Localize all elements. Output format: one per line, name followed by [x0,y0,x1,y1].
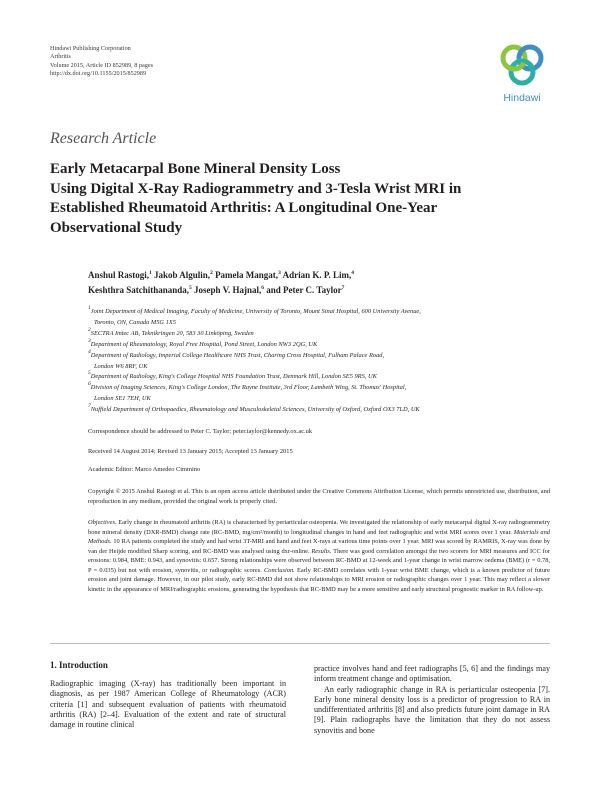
title-line: Established Rheumatoid Arthritis: A Longitudinal One-Year [50,200,438,216]
affiliation-number: 5 [88,370,91,377]
author-affil-sup: 4 [351,270,354,276]
affiliation [88,372,550,383]
journal-name: Arthritis [50,53,71,61]
abstract-results: There was good correlation amongst the two scorers for MRI measures and ICC for erosions: 0.984, BME: 0.943, and synovitis: 0.657. Strong relationships were observed between RC-BMD at 12-week and 1-year change in wrist marrow oedema (BME) (r = 0.78, P = 0.035) but not with erosion, synovitis, or radiographic scores. [88,547,550,574]
abstract-objectives-label: Objectives. [88,519,117,526]
affiliation-number: 1 [88,305,91,311]
abstract-methods-label: Materials and Methods. [88,528,550,546]
affiliation-text: London W6 8RF, UK [94,362,148,370]
affiliation [88,405,550,416]
received-dates: Received 14 August 2014; Revised 13 January 2015; Accepted 13 January 2015 [88,448,293,455]
abstract-conclusion-label: Conclusion. [264,566,295,574]
affiliation-text: London SE1 7EH, UK [94,395,151,403]
author-name: Pamela Mangat, [212,270,279,280]
article-title [50,160,560,238]
doi-link[interactable]: http://dx.doi.org/10.1155/2015/852989 [50,70,147,78]
affiliation [88,337,550,351]
affiliation-text: Nuffield Department of Orthopaedics, Rheumatology and Musculoskeletal Sciences, University of Oxford, Oxford OX3 7LD, UK [90,406,420,414]
abstract-methods: 10 RA patients completed the study and had wrist 3T-MRI and hand and feet X-rays at various time points over 1 year. MRI was scored by RAMRIS, X-ray was done by van der Heijde modified Sharp scoring, and RC-BMD was analysed using dxr-online. [88,538,550,555]
section-heading: 1. Introduction [50,660,108,670]
logo-text: Hindawi [503,92,541,104]
affiliation-number: 3 [88,337,91,344]
journal-header [50,45,153,79]
affiliation-text: Toronto, ON, Canada M5G 1X5 [94,318,176,326]
author-line [88,283,354,298]
divider [50,643,550,644]
affiliation-number: 4 [88,348,91,355]
affiliation-text: Division of Imaging Sciences, King's College London, The Rayne Institute, 3rd Floor, Lambeth Wing, St. Thomas' Hospital, [90,384,407,392]
affiliation [88,307,550,329]
affiliation-text: Department of Radiology, King's College Hospital NHS Foundation Trust, Denmark Hill, London SE5 9RS, UK [90,373,377,381]
author-affil-sup: 6 [261,285,264,291]
title-line: Early Metacarpal Bone Mineral Density Loss [50,161,341,177]
affiliation-text: Joint Department of Medical Imaging, Faculty of Medicine, University of Toronto, Mount Sinai Hospital, 600 University Avenue, [90,308,421,315]
author-affil-sup: 2 [210,270,213,276]
affiliation-text: Department of Radiology, Imperial College Healthcare NHS Trust, Charing Cross Hospital, Fulham Palace Road, [90,351,385,359]
publisher-name: Hindawi Publishing Corporation [50,45,131,52]
affiliation-text: Department of Rheumatology, Royal Free Hospital, Pond Street, London NW3 2QG, UK [90,340,318,348]
hindawi-logo-icon [494,40,550,92]
author-name: Anshul Rastogi, [88,270,150,280]
volume-info: Volume 2015, Article ID 852989, 8 pages [50,61,153,69]
affiliation [88,326,550,340]
title-line: Observational Study [50,219,183,236]
article-type: Research Article [50,130,157,147]
author-name: and Peter C. Taylor [263,285,342,295]
affiliation [88,383,550,405]
abstract [88,518,550,594]
paragraph: practice involves hand and feet radiographs [5, 6] and the findings may inform treatment change and optimisation. [314,664,550,684]
paragraph: An early radiographic change in RA is periarticular osteopenia [7]. Early bone mineral density loss is a predictor of progression to RA in undifferentiated arthritis [8] and also predicts future joint damage in RA [9]. Plain radiographs have the limitation that they do not assess synovitis and bone [314,684,550,735]
affiliation-text: SECTRA Imtec AB, Teknikringen 20, 583 30 Linköping, Sweden [90,329,254,337]
paragraph: Radiographic imaging (X-ray) has traditionally been important in diagnosis, as per 1987 American College of Rheumatology (ACR) criteria [1] and subsequent evaluation of patients with rheumatoid arthritis (RA) [2–4]. Evaluation of the extent and rate of structural damage in routine clinical [50,679,286,730]
affiliation-number: 7 [88,403,91,410]
correspondence: Correspondence should be addressed to Peter C. Taylor; peter.taylor@kennedy.ox.ac.uk [88,428,313,435]
title-line: Using Digital X-Ray Radiogrammetry and 3-Tesla Wrist MRI in [50,180,462,197]
affiliation [88,348,550,373]
affiliation-number: 6 [88,381,91,388]
affiliation-number: 2 [88,326,91,333]
right-column [314,664,550,736]
affiliations [88,307,550,416]
author-name: Adrian K. P. Lim, [280,270,352,280]
author-affil-sup: 3 [278,270,281,276]
hindawi-logo [494,40,550,110]
author-line [88,268,354,283]
abstract-objectives: Early change in rheumatoid arthritis (RA) is characterised by periarticular osteopenia. We investigated the relationship of early metacarpal digital X-ray radiogrammetry bone mineral density (DXR-BMD) change rate (RC-BMD, mg/cm²/month) to longitudinal changes in hand and feet radiographic and wrist MRI scores over 1 year. [88,519,550,536]
abstract-results-label: Results. [311,547,332,555]
copyright-notice: Copyright © 2015 Anshul Rastogi et al. This is an open access article distributed under the Creative Commons Attribution License, which permits unrestricted use, distribution, and reproduction in any medium, provided the original work is properly cited. [88,488,550,505]
author-name: Keshthra Satchithananda, [88,285,190,295]
author-affil-sup: 5 [189,285,192,291]
abstract-conclusion: Early RC-BMD correlates with 1-year wrist BME change, which is a known predictor of future erosion and joint damage. However, in our pilot study, early RC-BMD did not show relationships to MRI erosion or radiographic changes over 1 year. This may reflect a slower kinetic in the appearance of MRI/radiographic erosions, generating the hypothesis that RC-BMD may be a more sensitive and early structural prognostic marker in RA follow-up. [88,566,550,593]
left-column [50,679,286,730]
author-list [88,268,354,298]
author-name: Jakob Algulin, [151,270,211,280]
author-affil-sup: 1 [149,270,152,276]
author-name: Joseph V. Hajnal, [191,285,262,295]
academic-editor: Academic Editor: Marco Amedeo Cimmino [88,466,201,473]
author-affil-sup: 7 [341,285,345,291]
